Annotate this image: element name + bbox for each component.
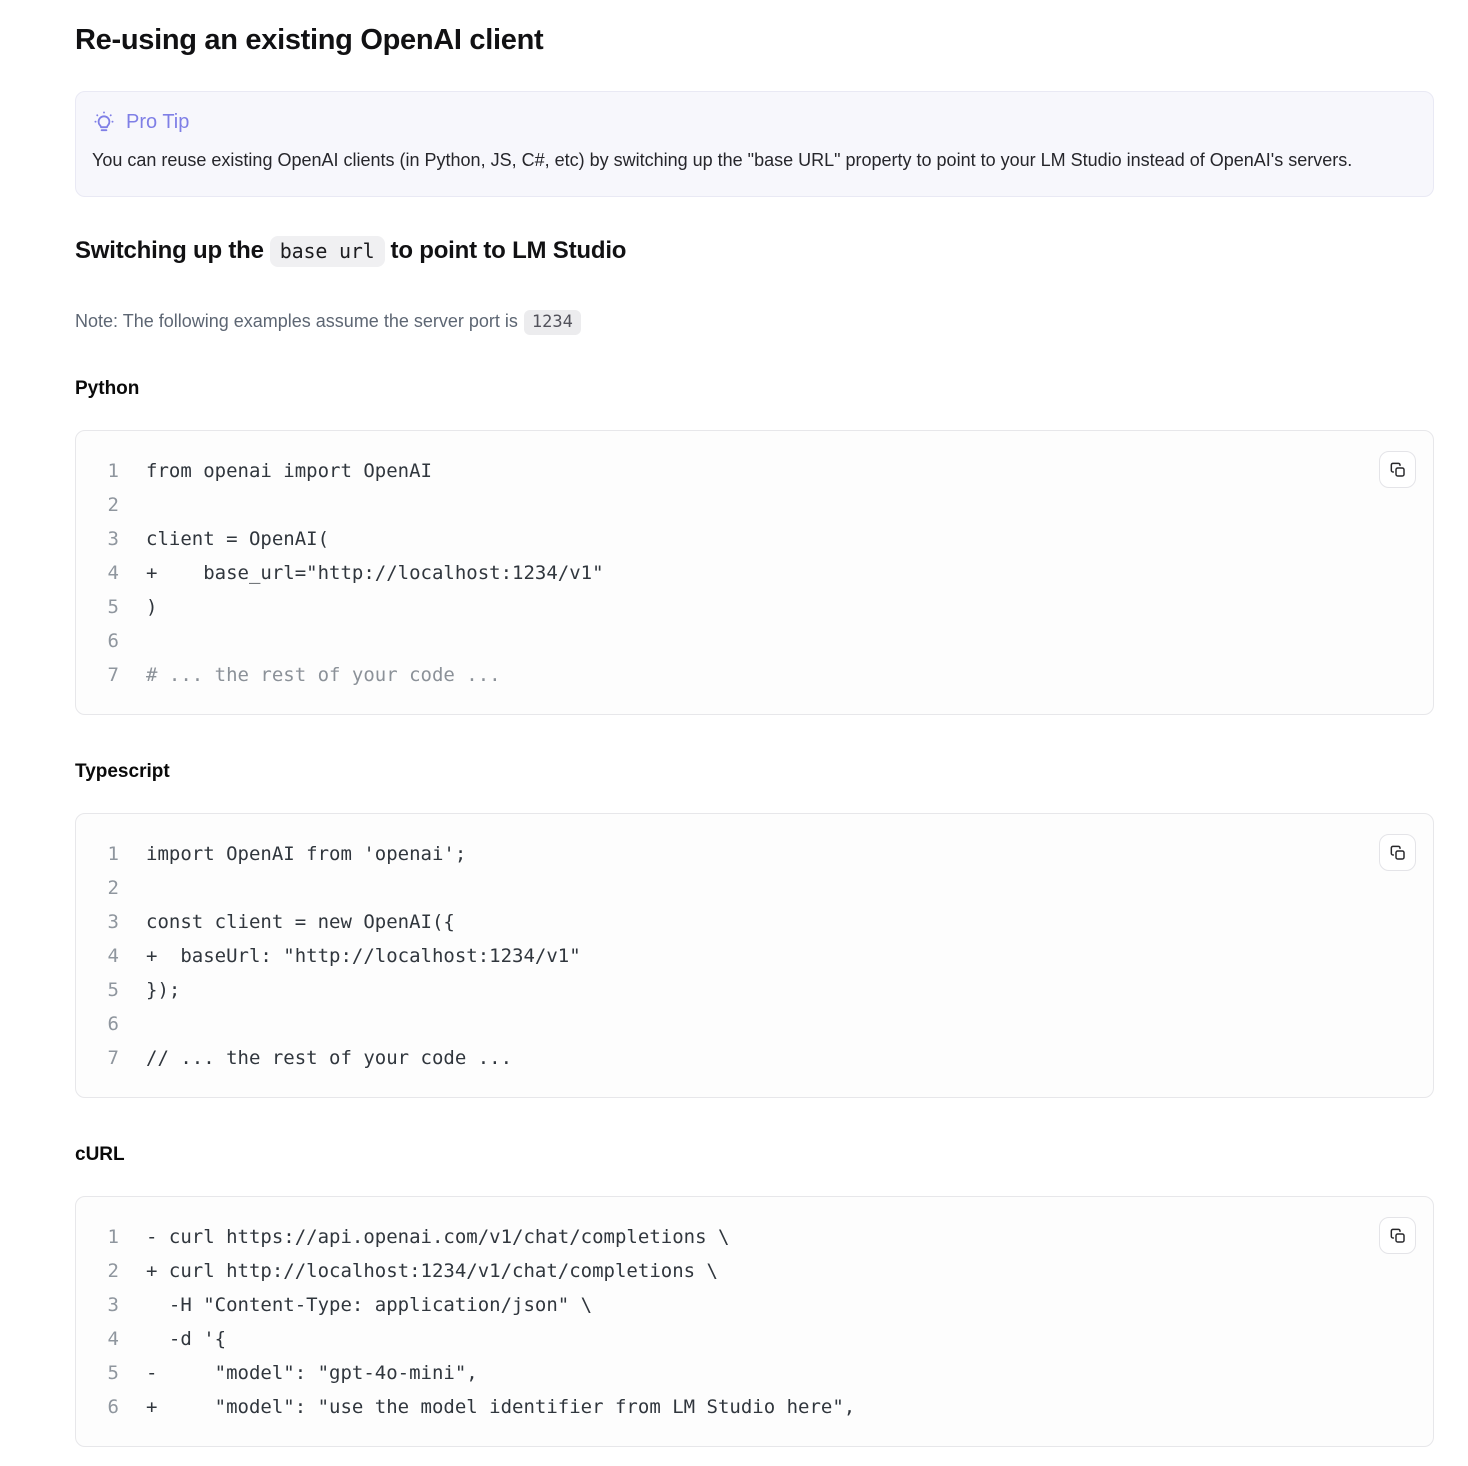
line-number: 4 (107, 562, 119, 584)
line-number: 1 (107, 843, 119, 865)
line-number: 3 (107, 528, 119, 550)
code-line (101, 973, 1409, 1007)
code-line (101, 556, 1409, 590)
code-text: ) (146, 596, 158, 618)
code-language-heading-python: Python (75, 378, 140, 399)
copy-icon (1390, 845, 1406, 861)
code-language-heading-typescript: Typescript (75, 761, 170, 782)
code-text: + baseUrl: "http://localhost:1234/v1" (146, 945, 581, 967)
section-heading-suffix: to point to LM Studio (390, 237, 627, 264)
line-number: 1 (107, 460, 119, 482)
code-line (101, 1356, 1409, 1390)
code-text: + curl http://localhost:1234/v1/chat/completions \ (146, 1260, 718, 1282)
section-heading-prefix: Switching up the (75, 237, 264, 264)
line-number: 4 (107, 945, 119, 967)
code-text: + base_url="http://localhost:1234/v1" (146, 562, 604, 584)
code-text: from openai import OpenAI (146, 460, 432, 482)
server-port-note-text: Note: The following examples assume the server port is (75, 311, 518, 331)
code-line (101, 1390, 1409, 1424)
code-line (101, 871, 1409, 905)
line-number: 2 (107, 1260, 119, 1282)
code-line (101, 658, 1409, 692)
line-number: 2 (107, 494, 119, 516)
server-port-note (75, 311, 1434, 332)
code-block-python (75, 430, 1434, 715)
line-number: 5 (107, 979, 119, 1001)
code-text: client = OpenAI( (146, 528, 330, 550)
code-line (101, 1220, 1409, 1254)
copy-button-typescript[interactable] (1379, 834, 1416, 871)
copy-button-curl[interactable] (1379, 1217, 1416, 1254)
page-title: Re-using an existing OpenAI client (75, 24, 544, 56)
code-examples (75, 378, 1434, 1447)
line-number: 2 (107, 877, 119, 899)
code-line (101, 1322, 1409, 1356)
line-number: 3 (107, 911, 119, 933)
line-number: 6 (107, 1396, 119, 1418)
line-number: 6 (107, 1013, 119, 1035)
code-line (101, 1041, 1409, 1075)
pro-tip-header (92, 110, 1417, 134)
code-line (101, 905, 1409, 939)
code-line (101, 837, 1409, 871)
lightbulb-icon (92, 110, 116, 134)
inline-code-base-url: base url (270, 236, 385, 267)
section-heading (75, 237, 1434, 265)
code-text: # ... the rest of your code ... (146, 664, 501, 686)
code-language-heading-curl: cURL (75, 1144, 125, 1165)
code-text: -H "Content-Type: application/json" \ (146, 1294, 593, 1316)
copy-icon (1390, 462, 1406, 478)
code-text: import OpenAI from 'openai'; (146, 843, 467, 865)
code-line (101, 1007, 1409, 1041)
code-text: - "model": "gpt-4o-mini", (146, 1362, 478, 1384)
code-line (101, 939, 1409, 973)
code-line (101, 454, 1409, 488)
line-number: 6 (107, 630, 119, 652)
code-line (101, 1288, 1409, 1322)
line-number: 4 (107, 1328, 119, 1350)
line-number: 7 (107, 1047, 119, 1069)
line-number: 5 (107, 1362, 119, 1384)
article-content (75, 24, 1434, 1447)
code-line (101, 1254, 1409, 1288)
line-number: 5 (107, 596, 119, 618)
code-text: + "model": "use the model identifier from LM Studio here", (146, 1396, 856, 1418)
copy-button-python[interactable] (1379, 451, 1416, 488)
code-text: }); (146, 979, 181, 1001)
code-block-typescript (75, 813, 1434, 1098)
code-block-curl (75, 1196, 1434, 1447)
code-text: // ... the rest of your code ... (146, 1047, 513, 1069)
copy-icon (1390, 1228, 1406, 1244)
line-number: 7 (107, 664, 119, 686)
code-line (101, 590, 1409, 624)
code-text: - curl https://api.openai.com/v1/chat/completions \ (146, 1226, 730, 1248)
line-number: 3 (107, 1294, 119, 1316)
code-text: -d '{ (146, 1328, 227, 1350)
code-line (101, 624, 1409, 658)
line-number: 1 (107, 1226, 119, 1248)
code-line (101, 522, 1409, 556)
code-text: const client = new OpenAI({ (146, 911, 455, 933)
inline-code-port: 1234 (524, 310, 581, 335)
code-line (101, 488, 1409, 522)
pro-tip-text: You can reuse existing OpenAI clients (in Python, JS, C#, etc) by switching up the "base URL" property to point to your LM Studio instead of OpenAI's servers. (92, 150, 1353, 170)
pro-tip-callout (75, 91, 1434, 197)
pro-tip-label: Pro Tip (126, 110, 190, 133)
